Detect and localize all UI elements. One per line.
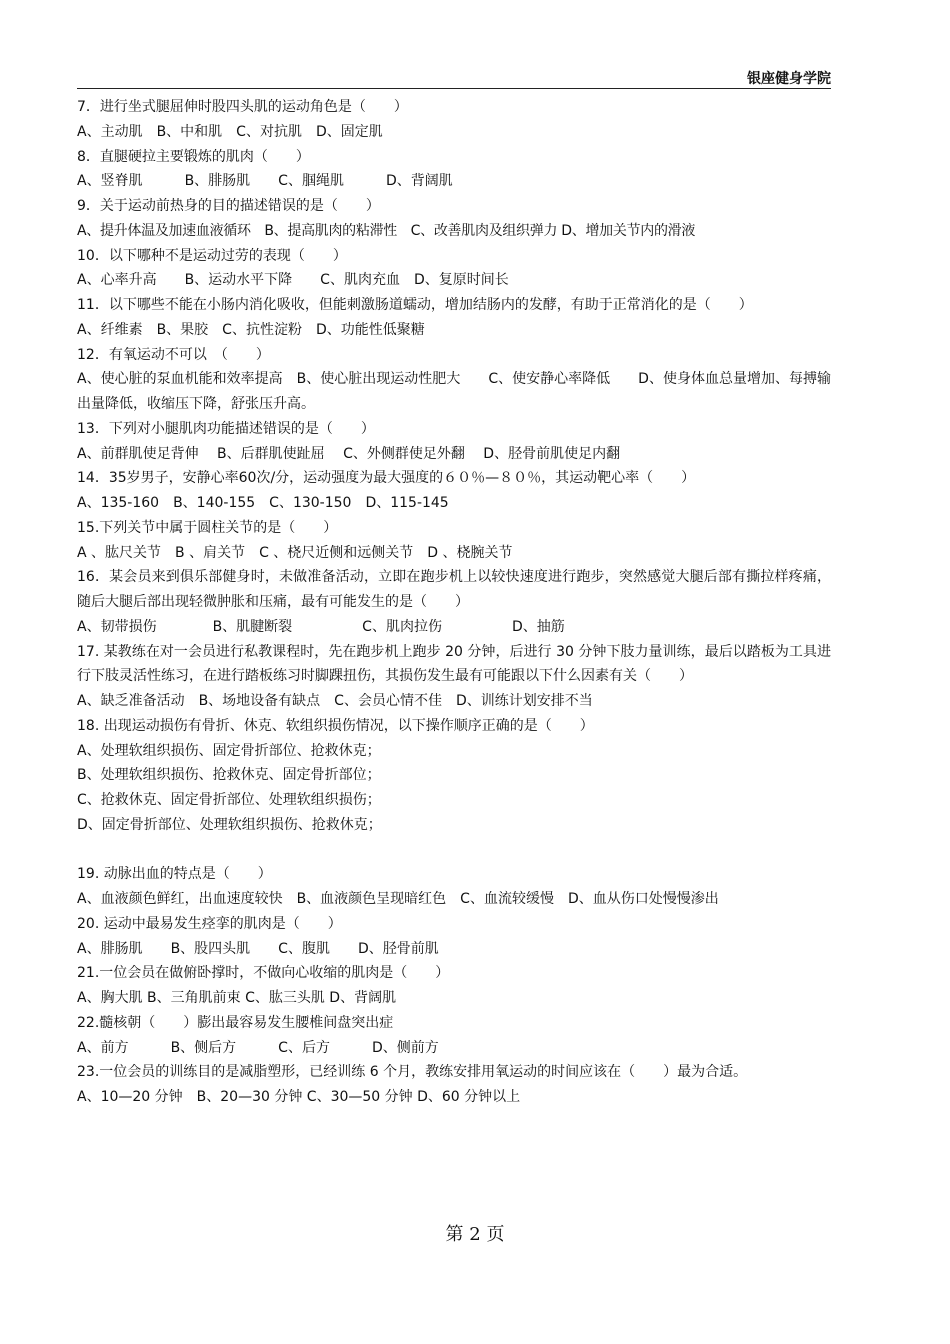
page-number: 第 2 页 xyxy=(445,1224,505,1245)
options-16: A、韧带损伤 B、肌腱断裂 C、肌肉拉伤 D、抽筋 xyxy=(77,618,565,635)
question-23: 23.一位会员的训练目的是减脂塑形，已经训练 6 个月，教练安排用氧运动的时间应该在（ ）最为合适。 xyxy=(77,1064,748,1081)
question-11: 11．以下哪些不能在小肠内消化吸收，但能刺激肠道蠕动，增加结肠内的发酵，有助于正常消化的是（ ） xyxy=(77,297,753,313)
option-18-a: A、处理软组织损伤、固定骨折部位、抢救休克； xyxy=(77,742,381,759)
options-22: A、前方 B、侧后方 C、后方 D、侧前方 xyxy=(77,1039,439,1056)
question-19: 19. 动脉出血的特点是（ ） xyxy=(77,866,272,883)
options-10: A、心率升高 B、运动水平下降 C、肌肉充血 D、复原时间长 xyxy=(77,272,509,289)
options-19: A、血液颜色鲜红，出血速度较快 B、血液颜色呈现暗红色 C、血流较缓慢 D、血从伤口处慢慢渗出 xyxy=(77,891,719,907)
options-17: A、缺乏准备活动 B、场地设备有缺点 C、会员心情不佳 D、训练计划安排不当 xyxy=(77,693,593,709)
question-20: 20. 运动中最易发生痉挛的肌肉是（ ） xyxy=(77,915,342,932)
options-15: A 、肱尺关节 B 、肩关节 C 、桡尺近侧和远侧关节 D 、桡腕关节 xyxy=(77,544,513,561)
document-body xyxy=(77,95,831,1110)
options-23: A、10—20 分钟 B、20—30 分钟 C、30—50 分钟 D、60 分钟以上 xyxy=(77,1089,521,1105)
options-8: A、竖脊肌 B、腓肠肌 C、腘绳肌 D、背阔肌 xyxy=(77,173,453,190)
question-15: 15.下列关节中属于圆柱关节的是（ ） xyxy=(77,519,338,536)
question-10: 10．以下哪种不是运动过劳的表现（ ） xyxy=(77,247,347,264)
options-21: A、胸大肌 B、三角肌前束 C、肱三头肌 D、背阔肌 xyxy=(77,990,397,1006)
option-18-b: B、处理软组织损伤、抢救休克、固定骨折部位； xyxy=(77,767,381,784)
options-12: A、使心脏的泵血机能和效率提高 B、使心脏出现运动性肥大 C、使安静心率降低 D、使身体血总量增加、每搏输出量降低，收缩压下降，舒张压升高。 xyxy=(77,371,831,412)
question-9: 9．关于运动前热身的目的描述错误的是（ ） xyxy=(77,198,380,214)
options-7: A、主动肌 B、中和肌 C、对抗肌 D、固定肌 xyxy=(77,123,383,140)
option-18-c: C、抢救休克、固定骨折部位、处理软组织损伤； xyxy=(77,792,381,808)
question-7: 7．进行坐式腿屈伸时股四头肌的运动角色是（ ） xyxy=(77,99,408,115)
page-header xyxy=(77,70,831,89)
question-17: 17. 某教练在对一会员进行私教课程时，先在跑步机上跑步 20 分钟，后进行 30 分钟下肢力量训练，最后以踏板为工具进行下肢灵活性练习，在进行踏板练习时脚踝扭伤，其损伤发生最有可能跟以下什么因素有关（ ） xyxy=(77,643,831,685)
options-9: A、提升体温及加速血液循环 B、提高肌肉的粘滞性 C、改善肌肉及组织弹力 D、增加关节内的滑液 xyxy=(77,222,696,239)
question-8: 8．直腿硬拉主要锻炼的肌肉（ ） xyxy=(77,148,310,165)
question-16: 16．某会员来到俱乐部健身时，未做准备活动，立即在跑步机上以较快速度进行跑步，突然感觉大腿后部有撕拉样疼痛，随后大腿后部出现轻微肿胀和压痛，最有可能发生的是（ ） xyxy=(77,569,831,610)
options-11: A、纤维素 B、果胶 C、抗性淀粉 D、功能性低聚糖 xyxy=(77,321,425,338)
option-18-d: D、固定骨折部位、处理软组织损伤、抢救休克； xyxy=(77,816,382,833)
options-20: A、腓肠肌 B、股四头肌 C、腹肌 D、胫骨前肌 xyxy=(77,940,439,957)
options-13: A、前群肌使足背伸 B、后群肌使趾屈 C、外侧群使足外翻 D、胫骨前肌使足内翻 xyxy=(77,445,621,462)
blank-line xyxy=(77,838,831,863)
question-12: 12．有氧运动不可以 （ ） xyxy=(77,346,270,363)
header-title: 银座健身学院 xyxy=(747,71,831,87)
question-18: 18. 出现运动损伤有骨折、休克、软组织损伤情况，以下操作顺序正确的是（ ） xyxy=(77,717,594,734)
question-21: 21.一位会员在做俯卧撑时，不做向心收缩的肌肉是（ ） xyxy=(77,965,450,982)
options-14: A、135-160 B、140-155 C、130-150 D、115-145 xyxy=(77,495,449,511)
question-14: 14．35岁男子，安静心率60次/分，运动强度为最大强度的６０％—８０％，其运动靶心率（ ） xyxy=(77,470,696,487)
question-13: 13．下列对小腿肌肉功能描述错误的是（ ） xyxy=(77,420,375,437)
question-22: 22.髓核朝（ ）膨出最容易发生腰椎间盘突出症 xyxy=(77,1014,394,1031)
